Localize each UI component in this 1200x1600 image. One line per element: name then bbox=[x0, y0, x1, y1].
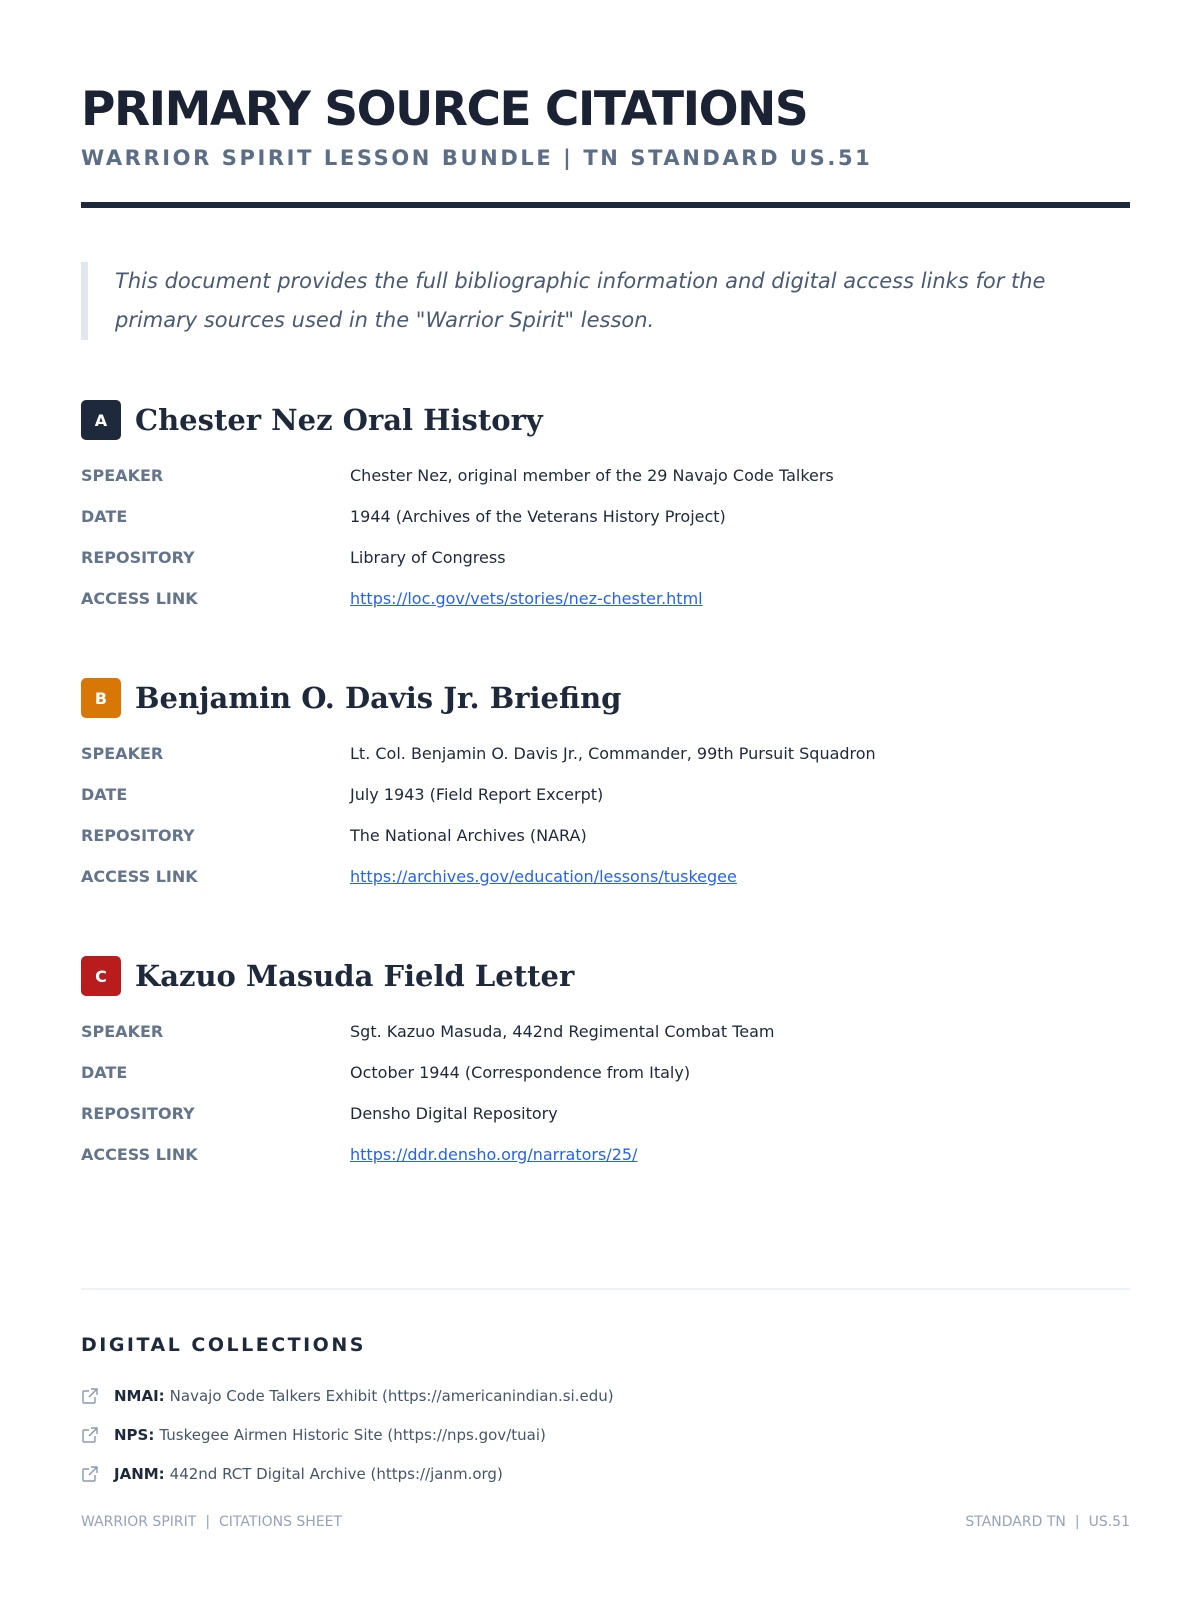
speaker-label: SPEAKER bbox=[81, 744, 164, 763]
footer-separator: | bbox=[1074, 1514, 1080, 1530]
date-value: October 1944 (Correspondence from Italy) bbox=[350, 1063, 691, 1082]
footer-right bbox=[965, 1514, 1130, 1530]
access-link-row bbox=[81, 578, 1130, 619]
collection-text: 442nd RCT Digital Archive (https://janm.org) bbox=[169, 1464, 503, 1483]
external-link-icon bbox=[81, 1387, 99, 1405]
access-link[interactable]: https://loc.gov/vets/stories/nez-chester.html bbox=[350, 589, 703, 608]
page-subtitle: WARRIOR SPIRIT LESSON BUNDLE | TN STANDARD US.51 bbox=[81, 146, 873, 170]
title-divider bbox=[81, 202, 1130, 208]
repository-row bbox=[81, 1093, 1130, 1134]
speaker-label: SPEAKER bbox=[81, 466, 164, 485]
footer-separator: | bbox=[205, 1514, 211, 1530]
collection-key: JANM: bbox=[114, 1464, 165, 1483]
section-divider bbox=[81, 1288, 1130, 1290]
repository-label: REPOSITORY bbox=[81, 548, 195, 567]
date-label: DATE bbox=[81, 785, 128, 804]
date-row bbox=[81, 496, 1130, 537]
collection-text: Navajo Code Talkers Exhibit (https://americanindian.si.edu) bbox=[169, 1386, 614, 1405]
repository-label: REPOSITORY bbox=[81, 826, 195, 845]
date-label: DATE bbox=[81, 1063, 128, 1082]
footer-right-b: US.51 bbox=[1088, 1514, 1130, 1530]
intro-quote: This document provides the full bibliographic information and digital access links for the primary sources used in the "Warrior Spirit" lesson. bbox=[81, 262, 1130, 340]
source-badge: C bbox=[81, 956, 121, 996]
source-header bbox=[81, 955, 1130, 997]
date-row bbox=[81, 774, 1130, 815]
access-link-label: ACCESS LINK bbox=[81, 1145, 198, 1164]
repository-value: Densho Digital Repository bbox=[350, 1104, 558, 1123]
footer-left bbox=[81, 1514, 342, 1530]
date-value: 1944 (Archives of the Veterans History Project) bbox=[350, 507, 726, 526]
source-card-b bbox=[81, 677, 1130, 897]
external-link-icon bbox=[81, 1426, 99, 1444]
collection-key: NMAI: bbox=[114, 1386, 165, 1405]
date-label: DATE bbox=[81, 507, 128, 526]
source-title: Chester Nez Oral History bbox=[135, 403, 543, 437]
date-value: July 1943 (Field Report Excerpt) bbox=[350, 785, 604, 804]
access-link-row bbox=[81, 856, 1130, 897]
speaker-value: Chester Nez, original member of the 29 Navajo Code Talkers bbox=[350, 466, 834, 485]
speaker-value: Lt. Col. Benjamin O. Davis Jr., Commander, 99th Pursuit Squadron bbox=[350, 744, 876, 763]
access-link-row bbox=[81, 1134, 1130, 1175]
collection-item[interactable] bbox=[81, 1415, 614, 1454]
speaker-row bbox=[81, 455, 1130, 496]
collection-key: NPS: bbox=[114, 1425, 155, 1444]
footer-left-b: CITATIONS SHEET bbox=[219, 1514, 343, 1530]
source-badge: B bbox=[81, 678, 121, 718]
collection-item[interactable] bbox=[81, 1376, 614, 1415]
access-link[interactable]: https://archives.gov/education/lessons/tuskegee bbox=[350, 867, 737, 886]
source-title: Benjamin O. Davis Jr. Briefing bbox=[135, 681, 622, 715]
repository-row bbox=[81, 537, 1130, 578]
citations-page bbox=[81, 0, 1130, 1600]
collection-item[interactable] bbox=[81, 1454, 614, 1493]
source-card-c bbox=[81, 955, 1130, 1175]
footer-right-a: STANDARD TN bbox=[965, 1514, 1066, 1530]
repository-label: REPOSITORY bbox=[81, 1104, 195, 1123]
repository-value: The National Archives (NARA) bbox=[350, 826, 587, 845]
speaker-row bbox=[81, 733, 1130, 774]
access-link-label: ACCESS LINK bbox=[81, 589, 198, 608]
source-header bbox=[81, 677, 1130, 719]
collections-title: DIGITAL COLLECTIONS bbox=[81, 1334, 366, 1356]
footer-left-a: WARRIOR SPIRIT bbox=[81, 1514, 197, 1530]
repository-row bbox=[81, 815, 1130, 856]
repository-value: Library of Congress bbox=[350, 548, 506, 567]
source-card-a bbox=[81, 399, 1130, 619]
access-link[interactable]: https://ddr.densho.org/narrators/25/ bbox=[350, 1145, 638, 1164]
collection-text: Tuskegee Airmen Historic Site (https://nps.gov/tuai) bbox=[159, 1425, 546, 1444]
collections-list bbox=[81, 1376, 614, 1493]
speaker-value: Sgt. Kazuo Masuda, 442nd Regimental Combat Team bbox=[350, 1022, 775, 1041]
source-header bbox=[81, 399, 1130, 441]
speaker-label: SPEAKER bbox=[81, 1022, 164, 1041]
page-title: PRIMARY SOURCE CITATIONS bbox=[81, 82, 808, 137]
source-badge: A bbox=[81, 400, 121, 440]
access-link-label: ACCESS LINK bbox=[81, 867, 198, 886]
source-title: Kazuo Masuda Field Letter bbox=[135, 959, 575, 993]
external-link-icon bbox=[81, 1465, 99, 1483]
date-row bbox=[81, 1052, 1130, 1093]
speaker-row bbox=[81, 1011, 1130, 1052]
